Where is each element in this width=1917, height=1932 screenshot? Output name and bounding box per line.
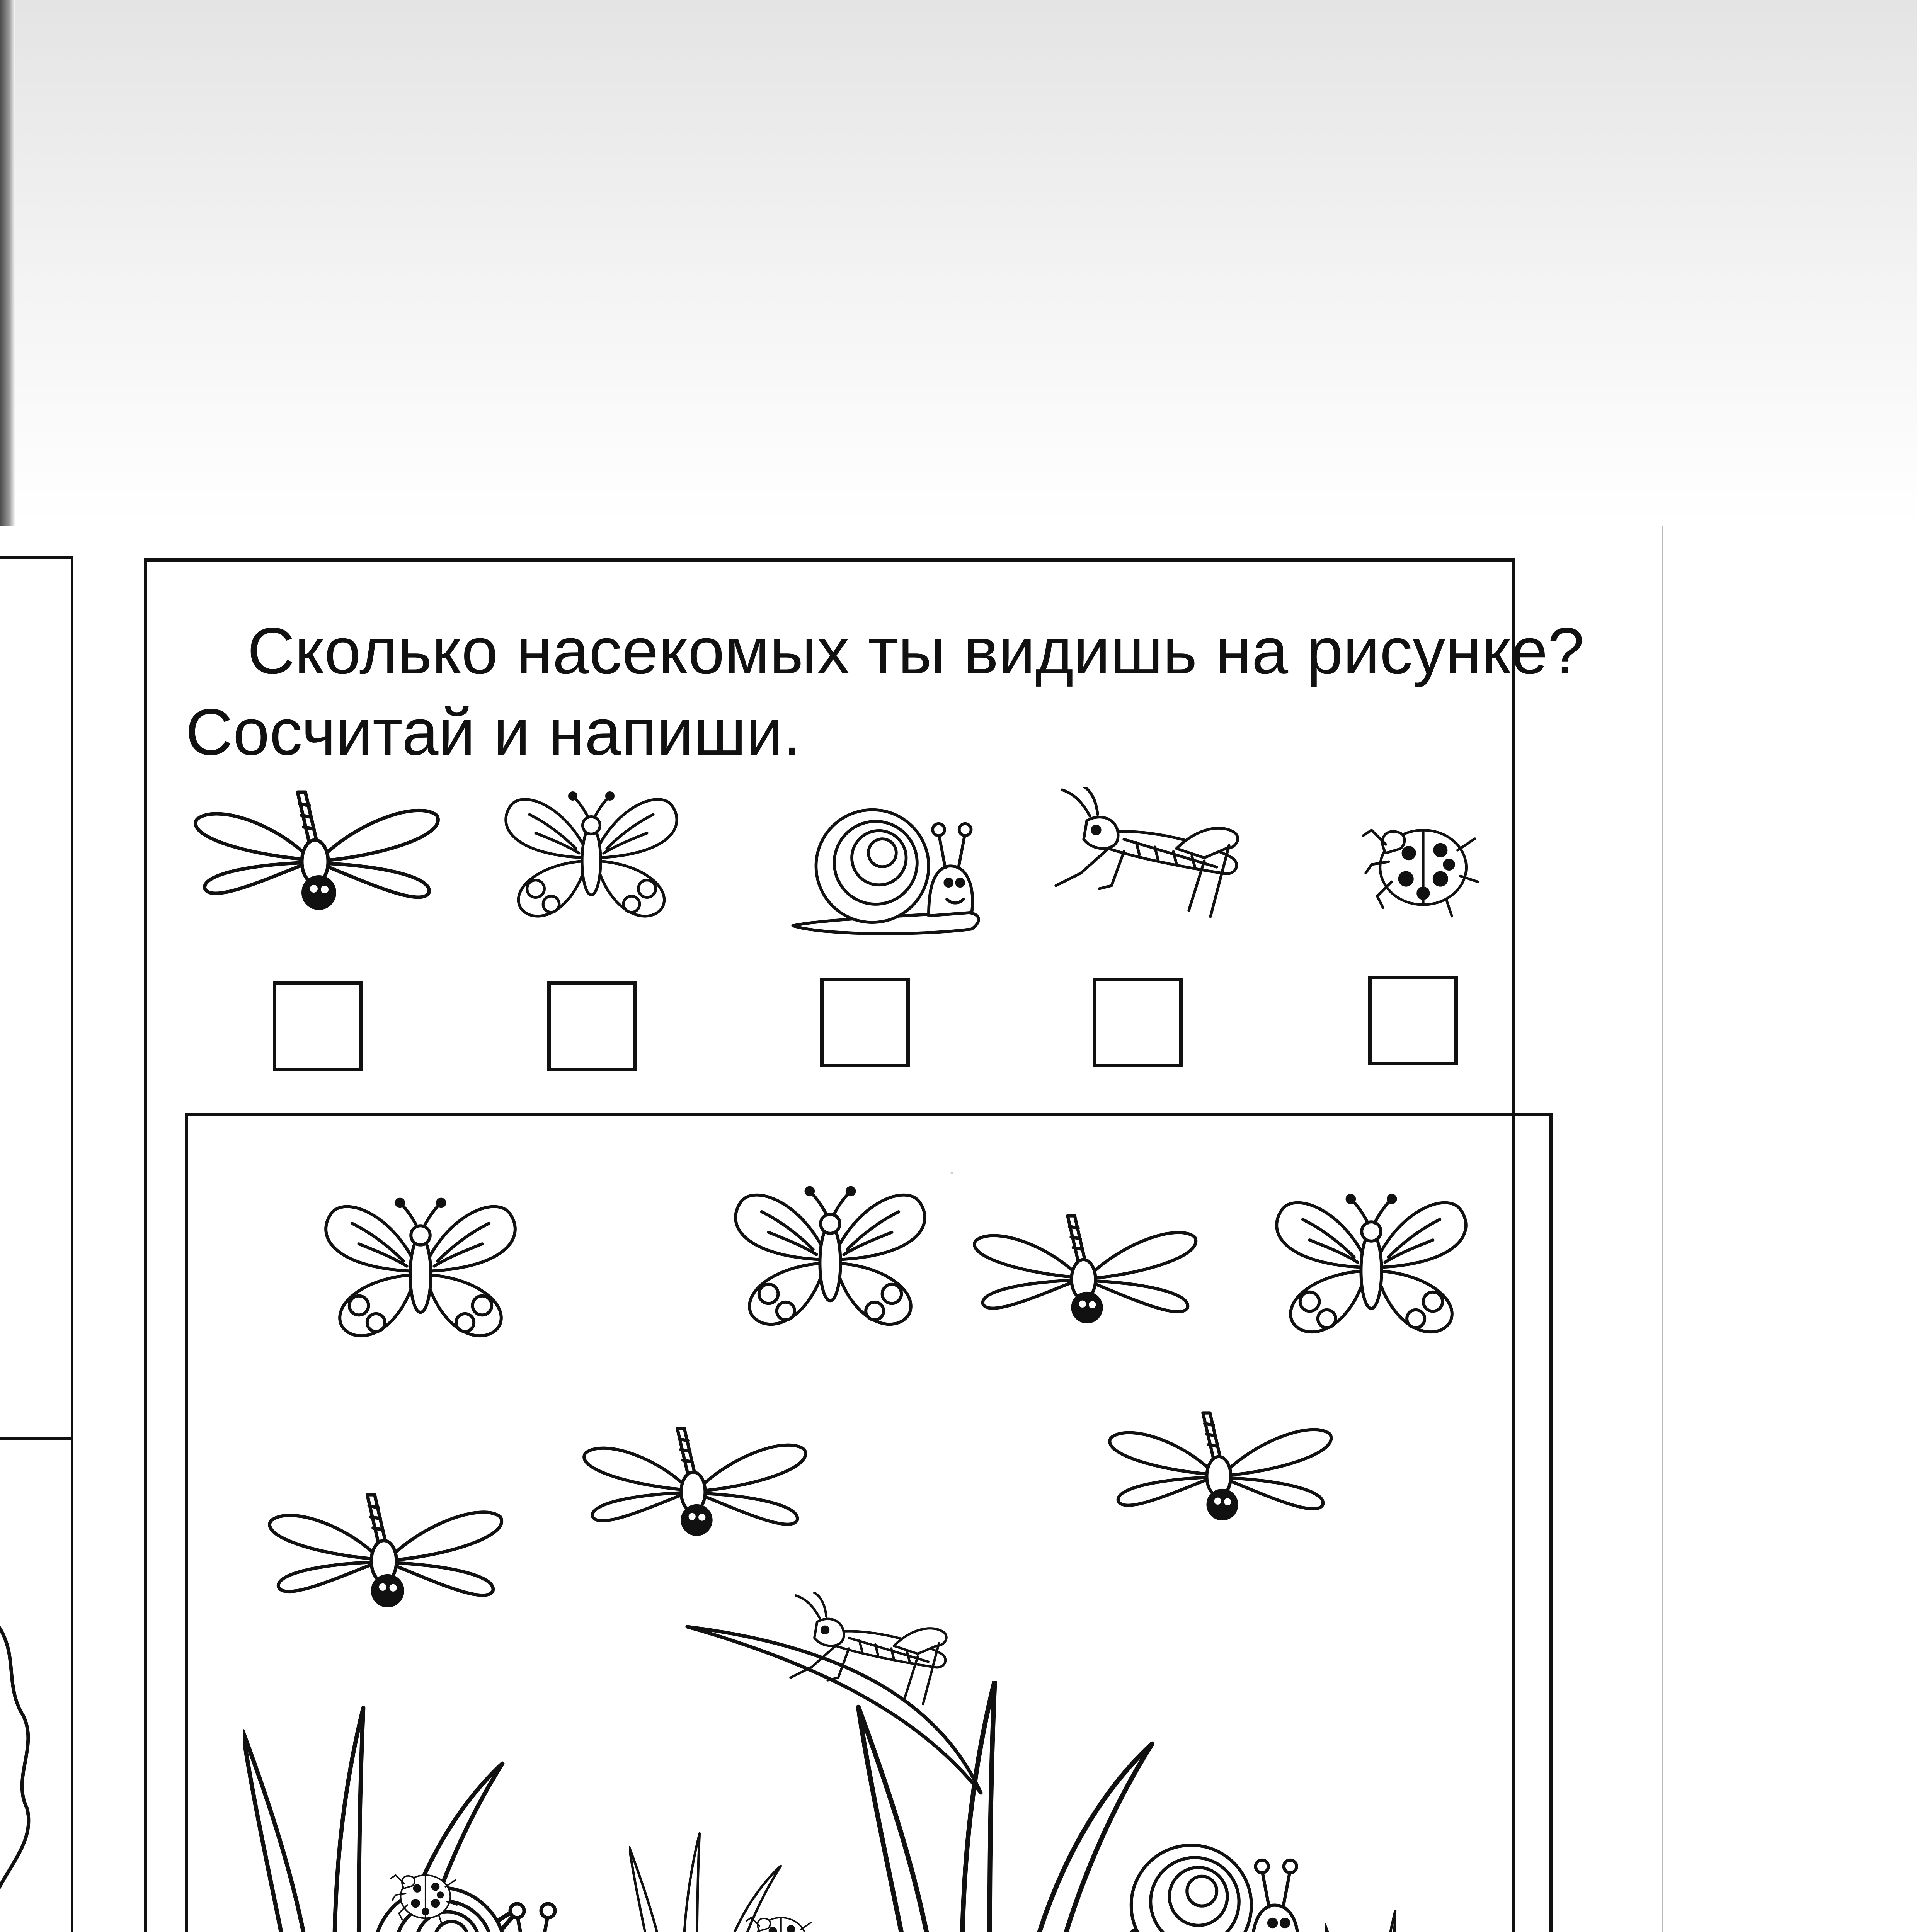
answer-box-butterfly[interactable] [547, 981, 637, 1071]
butterfly-icon [1277, 1195, 1466, 1332]
ladybug-icon [1314, 773, 1515, 951]
grass-tuft [243, 1708, 521, 1932]
task-instruction [186, 611, 1585, 773]
grass-tuft [629, 1833, 792, 1932]
butterfly-icon [735, 1187, 925, 1324]
dragonfly-icon [974, 1216, 1196, 1323]
grasshopper-icon [1044, 769, 1260, 947]
scan-background [0, 0, 1917, 526]
insect-scene [185, 1113, 1553, 1932]
butterfly-icon [483, 769, 700, 947]
adjacent-page-drawing [0, 1623, 39, 1893]
dragonfly-icon [270, 1495, 502, 1606]
grasshopper-icon [790, 1593, 946, 1704]
dragonfly-icon [1110, 1413, 1331, 1520]
answer-box-dragonfly[interactable] [273, 981, 363, 1071]
snail-icon [1107, 1845, 1305, 1932]
instruction-line-2: Сосчитай и напиши. [186, 696, 801, 769]
butterfly-icon [326, 1199, 515, 1336]
instruction-line-1: Сколько насекомых ты видишь на рисунке? [247, 614, 1585, 688]
snail-icon [347, 1888, 564, 1932]
answer-box-snail[interactable] [820, 978, 910, 1067]
snail-icon [773, 781, 1005, 958]
answer-box-ladybug[interactable] [1368, 976, 1458, 1065]
adjacent-page-divider [0, 1437, 73, 1440]
grass-tuft [1325, 1911, 1487, 1932]
dragonfly-icon [182, 777, 452, 954]
ladybug-icon [746, 1918, 812, 1932]
answer-box-grasshopper[interactable] [1093, 978, 1183, 1067]
butterfly-spacer [950, 1172, 953, 1174]
grass-tuft [858, 1681, 1173, 1932]
dragonfly-icon [584, 1429, 805, 1535]
